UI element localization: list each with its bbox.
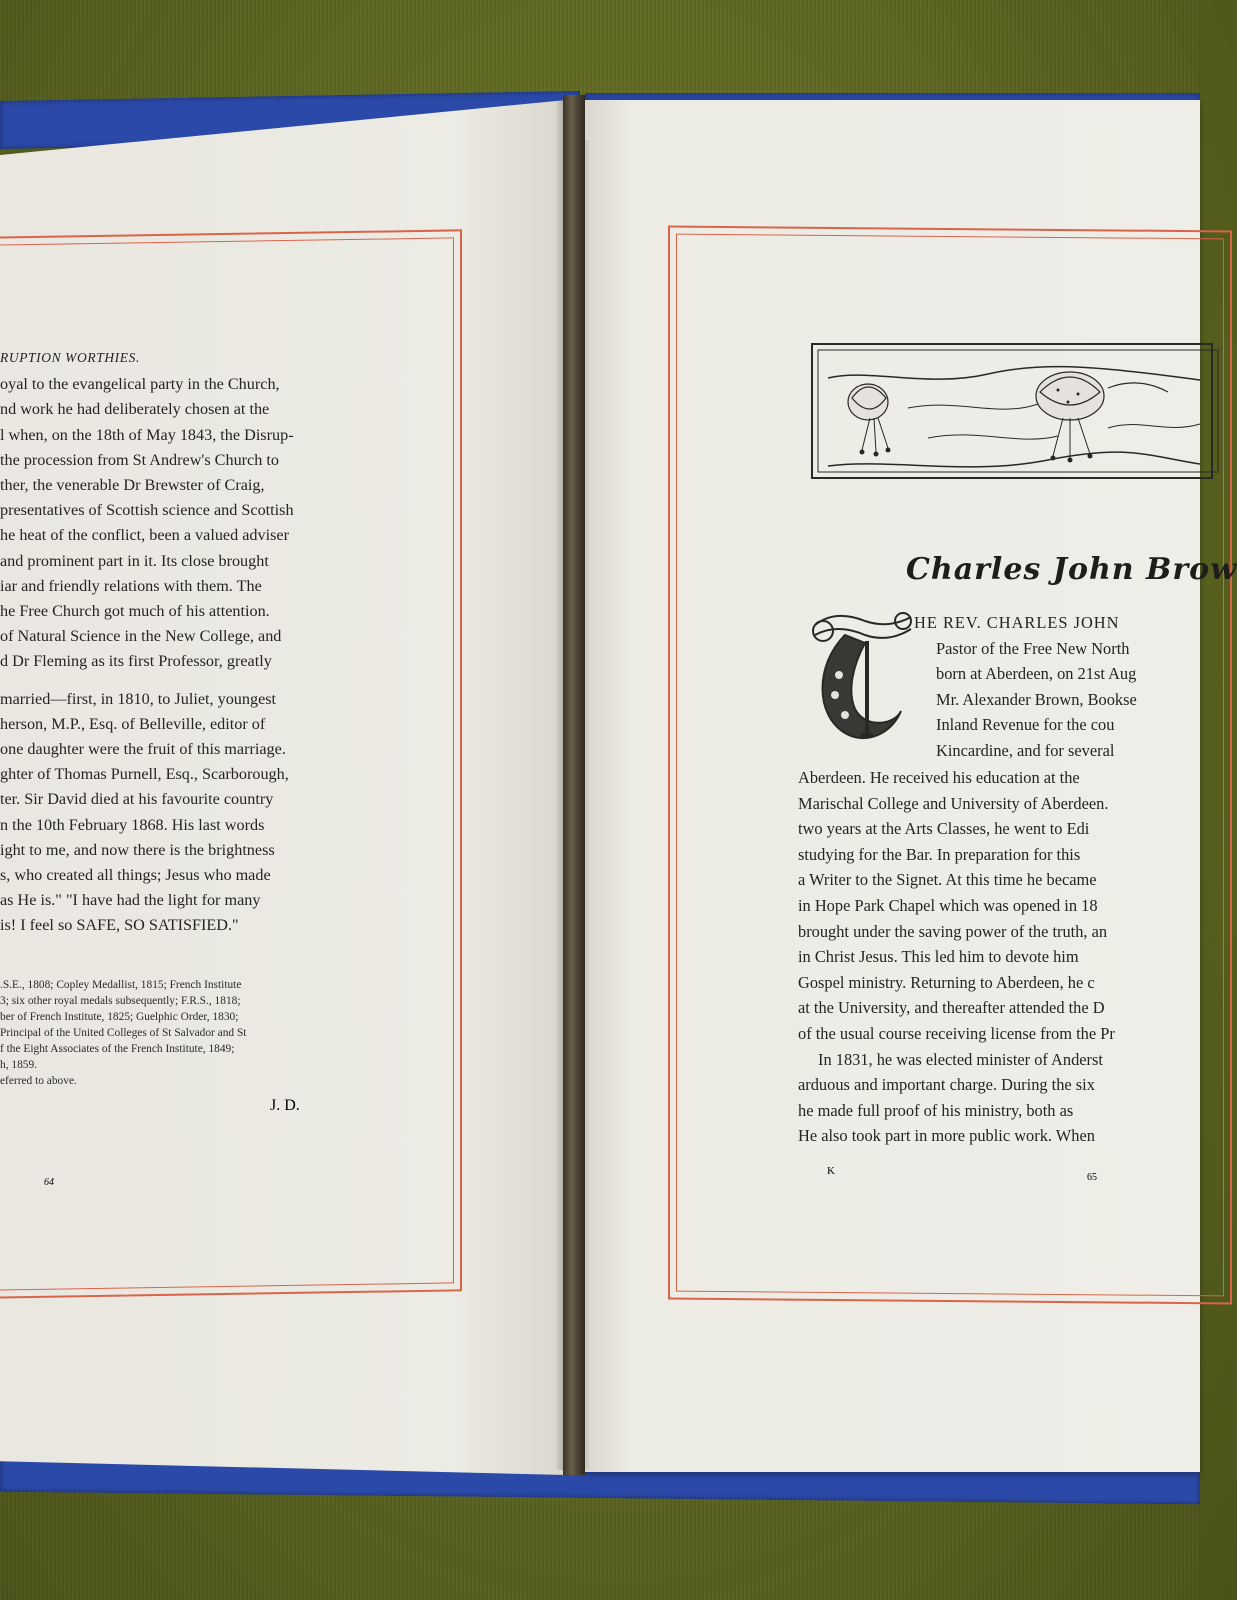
text-line: herson, M.P., Esq. of Belleville, editor of	[0, 714, 266, 733]
text-line: he made full proof of his ministry, both as	[798, 1100, 1074, 1120]
floral-headpiece-ornament	[808, 338, 1200, 490]
text-line: ter. Sir David died at his favourite country	[0, 790, 274, 809]
text-line: In 1831, he was elected minister of Anderst	[818, 1049, 1103, 1069]
left-footnotes	[0, 977, 346, 1089]
left-page-body	[0, 345, 352, 939]
text-line: f the Eight Associates of the French Institute, 1849;	[0, 1043, 235, 1055]
text-line: and prominent part in it. Its close brought	[0, 551, 269, 570]
text-line: iar and friendly relations with them. The	[0, 576, 262, 595]
text-line: presentatives of Scottish science and Scottish	[0, 501, 294, 520]
signature-mark: K	[827, 1165, 835, 1177]
text-line: Marischal College and University of Aberdeen.	[798, 793, 1109, 813]
text-line: ghter of Thomas Purnell, Esq., Scarborough,	[0, 765, 289, 784]
text-line: arduous and important charge. During the six	[798, 1075, 1095, 1095]
text-line: married—first, in 1810, to Juliet, youngest	[0, 689, 277, 708]
text-line: d Dr Fleming as its first Professor, greatly	[0, 652, 272, 671]
book-spine	[563, 95, 585, 1475]
text-line: he Free Church got much of his attention.	[0, 602, 270, 621]
text-line: Principal of the United Colleges of St Salvador and St	[0, 1027, 247, 1039]
text-line: as He is." "I have had the light for many	[0, 891, 261, 910]
text-line: Gospel ministry. Returning to Aberdeen, he c	[798, 972, 1095, 992]
opening-indented-lines	[914, 610, 1137, 764]
text-line: HE REV. CHARLES JOHN	[914, 613, 1120, 632]
gutter-shadow	[555, 100, 563, 1470]
text-line: Kincardine, and for several	[936, 740, 1115, 760]
text-line: one daughter were the fruit of this marriage.	[0, 740, 286, 759]
chapter-title: Charles John Brow	[906, 552, 1237, 587]
text-line: the procession from St Andrew's Church to	[0, 450, 279, 469]
text-line: nd work he had deliberately chosen at the	[0, 400, 270, 419]
text-line: h, 1859.	[0, 1059, 38, 1071]
text-line: oyal to the evangelical party in the Church,	[0, 375, 280, 394]
text-line: Pastor of the Free New North	[936, 638, 1130, 658]
text-line: he heat of the conflict, been a valued adviser	[0, 526, 289, 545]
page-crease	[584, 140, 589, 1470]
page-number-left: 64	[44, 1177, 54, 1188]
text-line: s, who created all things; Jesus who made	[0, 866, 271, 885]
right-page-body	[798, 765, 1115, 1149]
decorated-dropcap	[805, 605, 915, 753]
text-line: a Writer to the Signet. At this time he became	[798, 870, 1097, 890]
running-head: RUPTION WORTHIES.	[0, 350, 140, 365]
text-line: .S.E., 1808; Copley Medallist, 1815; French Institute	[0, 979, 242, 991]
text-line: 3; six other royal medals subsequently; F.R.S., 1818;	[0, 995, 241, 1007]
text-line: He also took part in more public work. When	[798, 1126, 1095, 1146]
text-line: l when, on the 18th of May 1843, the Disrup-	[0, 425, 294, 444]
text-line: Inland Revenue for the cou	[936, 715, 1115, 735]
author-signature: J. D.	[270, 1097, 300, 1114]
left-body-lines	[0, 372, 352, 938]
text-line: in Hope Park Chapel which was opened in 18	[798, 895, 1098, 915]
text-line: brought under the saving power of the truth, an	[798, 921, 1108, 941]
text-line: Mr. Alexander Brown, Bookse	[936, 689, 1137, 709]
text-line: Aberdeen. He received his education at the	[798, 768, 1080, 787]
text-line: eferred to above.	[0, 1075, 77, 1087]
text-line: ight to me, and now there is the brightness	[0, 840, 275, 859]
text-line: at the University, and thereafter attended the D	[798, 998, 1105, 1018]
text-line: of the usual course receiving license from the Pr	[798, 1023, 1115, 1043]
paragraph-gap	[0, 675, 352, 687]
text-line: studying for the Bar. In preparation for this	[798, 844, 1081, 864]
text-line: two years at the Arts Classes, he went to Edi	[798, 819, 1090, 839]
text-line: ber of French Institute, 1825; Guelphic Order, 1830;	[0, 1011, 239, 1023]
text-line: born at Aberdeen, on 21st Aug	[936, 664, 1137, 684]
text-line: of Natural Science in the New College, and	[0, 627, 282, 646]
text-line: n the 10th February 1868. His last words	[0, 815, 265, 834]
text-line: ther, the venerable Dr Brewster of Craig,	[0, 476, 265, 495]
text-line: in Christ Jesus. This led him to devote him	[798, 947, 1079, 967]
page-number-right: 65	[1087, 1172, 1097, 1183]
text-line: is! I feel so SAFE, SO SATISFIED."	[0, 916, 239, 935]
